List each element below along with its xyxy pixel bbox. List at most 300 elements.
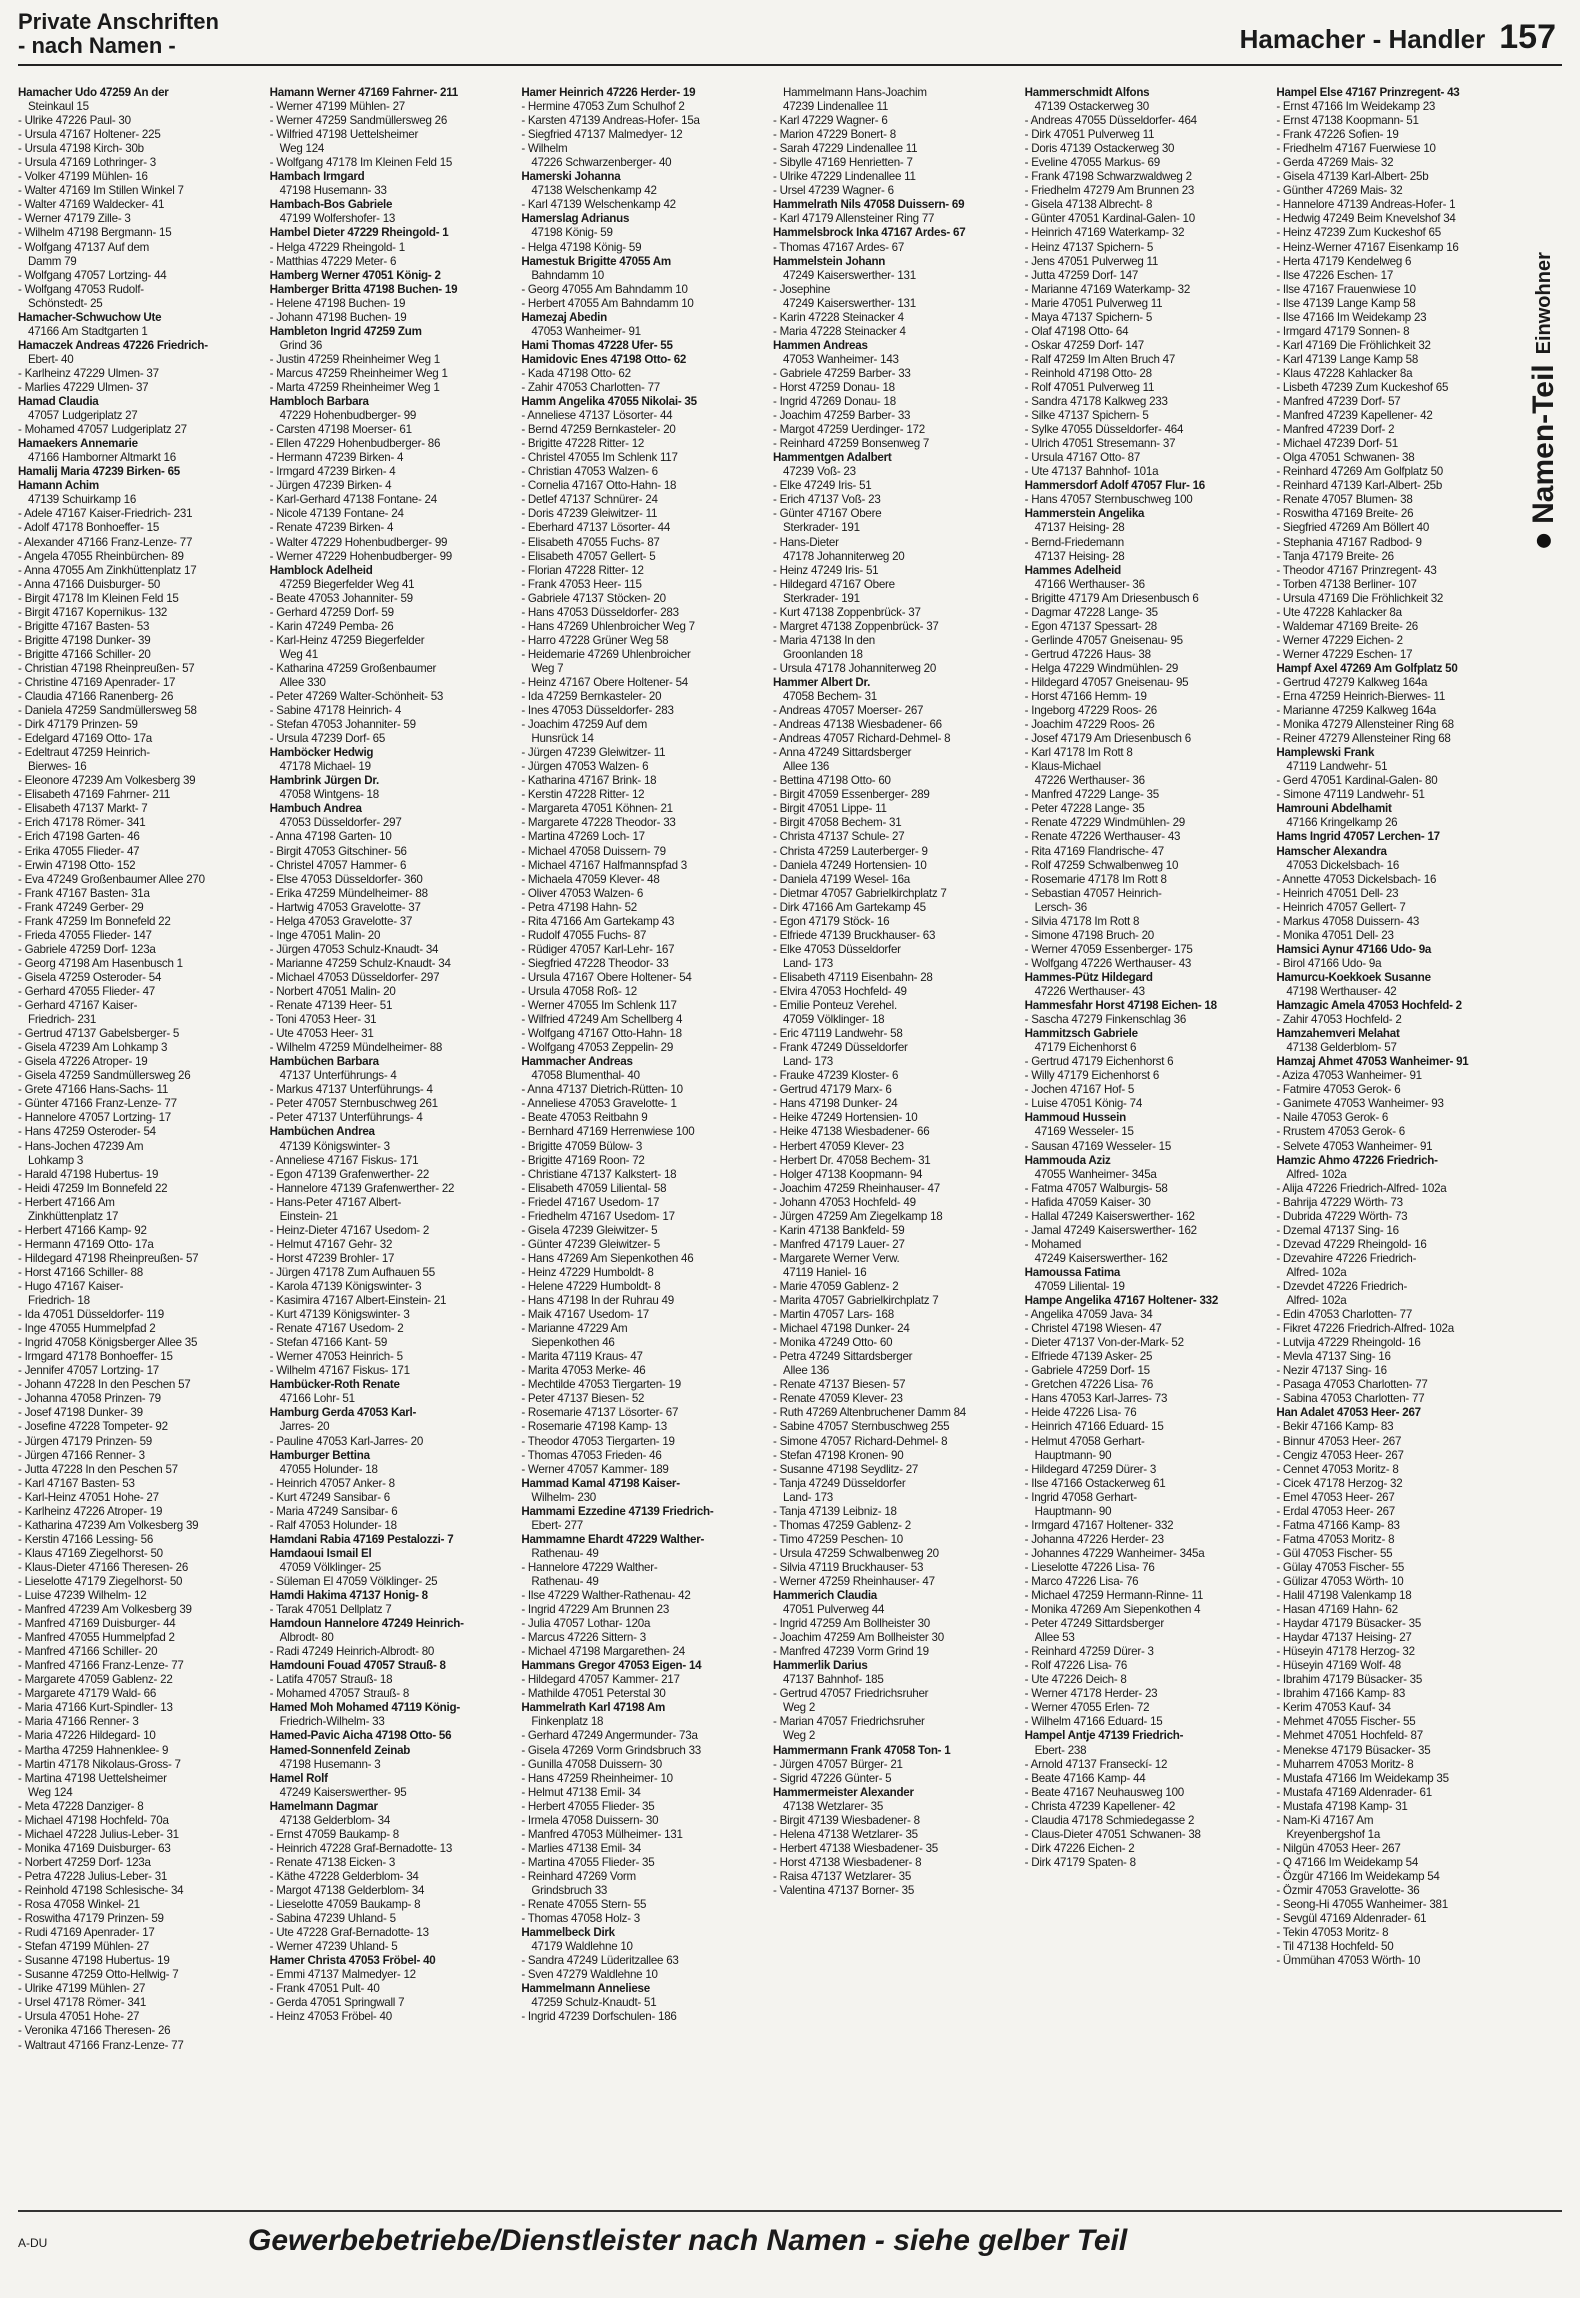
- directory-entry: - Ellen 47229 Hohenbudberger- 86: [269, 437, 441, 451]
- directory-entry: - Karl 47139 Welschenkamp 42: [521, 198, 676, 212]
- listing-column-4: [773, 86, 1015, 2196]
- directory-entry: Hamdi Hakima 47137 Honig- 8: [269, 1589, 428, 1603]
- directory-entry: - Erika 47055 Flieder- 47: [18, 844, 140, 858]
- directory-entry: - Meta 47228 Danziger- 8: [18, 1799, 144, 1813]
- directory-entry: - Werner 47259 Sandmüllersweg 26: [269, 114, 448, 128]
- directory-entry: - Helene 47229 Humboldt- 8: [521, 1279, 661, 1293]
- directory-entry: 47058 Blumenthal- 40: [531, 1069, 640, 1083]
- directory-entry: - Elisabeth 47119 Eisenbahn- 28: [773, 970, 933, 984]
- directory-entry: - Gisela 47269 Vorm Grindsbruch 33: [521, 1743, 701, 1757]
- directory-entry: - Heinrich 47228 Graf-Bernadotte- 13: [269, 1841, 453, 1855]
- directory-entry: - Gisela 47226 Atroper- 19: [18, 1055, 148, 1069]
- directory-entry: - Gerhard 47259 Dorf- 59: [269, 605, 394, 619]
- directory-entry: 47138 Welschenkamp 42: [531, 184, 657, 198]
- directory-entry: - Waldemar 47169 Breite- 26: [1276, 619, 1419, 633]
- directory-entry: Ebert- 40: [28, 352, 74, 366]
- directory-entry: - Friedel 47167 Usedom- 17: [521, 1195, 660, 1209]
- directory-entry: - Wilhelm 47198 Bergmann- 15: [18, 226, 172, 240]
- directory-entry: Hammamne Ehardt 47229 Walther-: [521, 1532, 705, 1546]
- directory-entry: - Ingrid 47269 Donau- 18: [773, 395, 896, 409]
- directory-entry: - Jennifer 47057 Lortzing- 17: [18, 1364, 159, 1378]
- directory-entry: - Gabriele 47259 Barber- 33: [773, 366, 911, 380]
- directory-entry: Hammelmann Hans-Joachim: [783, 86, 927, 99]
- directory-entry: - Inge 47055 Hummelpfad 2: [18, 1322, 156, 1336]
- directory-entry: - Anneliese 47053 Gravelotte- 1: [521, 1097, 677, 1111]
- section-title: [18, 10, 219, 58]
- directory-entry: - Renate 47059 Klever- 23: [773, 1392, 903, 1406]
- directory-entry: Hammes-Pütz Hildegard: [1024, 970, 1153, 984]
- directory-entry: Hammitzsch Gabriele: [1024, 1027, 1138, 1041]
- directory-entry: - Ursel 47239 Wagner- 6: [773, 184, 894, 198]
- directory-entry: - Susanne 47259 Otto-Hellwig- 7: [18, 1968, 179, 1982]
- directory-entry: 47178 Johanniterweg 20: [783, 549, 905, 563]
- directory-entry: - Friedhelm 47167 Usedom- 17: [521, 1209, 675, 1223]
- directory-entry: - Ursula 47259 Schwalbenweg 20: [773, 1546, 939, 1560]
- directory-entry: Hambücker-Roth Renate: [269, 1378, 400, 1392]
- directory-entry: - Monika 47269 Am Siepenkothen 4: [1024, 1603, 1201, 1617]
- directory-entry: Hamann Achim: [18, 479, 99, 493]
- directory-entry: - Hannelore 47139 Grafenwerther- 22: [269, 1181, 455, 1195]
- directory-entry: - Rudolf 47055 Fuchs- 87: [521, 928, 647, 942]
- directory-entry: Hamsici Aynur 47166 Udo- 9a: [1276, 942, 1432, 956]
- directory-entry: 47138 Gelderblom- 57: [1286, 1041, 1397, 1055]
- directory-entry: - Dirk 47226 Eichen- 2: [1024, 1841, 1135, 1855]
- directory-entry: - Werner 47229 Eichen- 2: [1276, 633, 1403, 647]
- directory-entry: Rathenau- 49: [531, 1574, 599, 1588]
- directory-entry: - Ulrike 47229 Lindenallee 11: [773, 170, 916, 184]
- directory-entry: Hamezaj Abedin: [521, 310, 607, 324]
- directory-entry: - Silke 47137 Spichern- 5: [1024, 409, 1149, 423]
- directory-entry: Sterkrader- 191: [783, 591, 860, 605]
- directory-entry: - Josephine: [773, 282, 831, 296]
- directory-entry: - Gerda 47269 Mais- 32: [1276, 156, 1394, 170]
- directory-entry: - Maria 47226 Hildegard- 10: [18, 1729, 156, 1743]
- directory-entry: - Hans 47259 Rheinheimer- 10: [521, 1771, 673, 1785]
- directory-entry: - Harald 47198 Hubertus- 19: [18, 1167, 159, 1181]
- directory-entry: - Ilse 47167 Frauenwiese 10: [1276, 282, 1416, 296]
- directory-entry: - Emel 47053 Heer- 267: [1276, 1490, 1395, 1504]
- directory-entry: 47166 Kringelkamp 26: [1286, 816, 1398, 830]
- directory-entry: - Erdal 47053 Heer- 267: [1276, 1504, 1395, 1518]
- directory-entry: Hammerschmidt Alfons: [1024, 86, 1150, 99]
- directory-entry: - Jürgen 47053 Walzen- 6: [521, 760, 649, 774]
- directory-entry: Allee 136: [783, 760, 830, 774]
- directory-entry: - Werner 47055 Erlen- 72: [1024, 1701, 1150, 1715]
- directory-entry: Hammermeister Alexander: [773, 1785, 914, 1799]
- section-title-line2: - nach Namen -: [18, 33, 176, 58]
- footer-notice: Gewerbebetriebe/Dienstleister nach Namen - siehe gelber Teil: [248, 2224, 1128, 2257]
- directory-entry: - Petra 47249 Sittardsberger: [773, 1350, 913, 1364]
- side-tab-subtitle: Einwohner: [1532, 252, 1555, 355]
- directory-entry: 47199 Wolfershofer- 13: [279, 212, 396, 226]
- directory-entry: - Gerd 47051 Kardinal-Galen- 80: [1276, 774, 1438, 788]
- directory-entry: - Hüseyin 47169 Wolf- 48: [1276, 1659, 1401, 1673]
- directory-entry: - Irmgard 47167 Holtener- 332: [1024, 1518, 1174, 1532]
- directory-entry: - Daniela 47199 Wesel- 16a: [773, 872, 911, 886]
- directory-entry: - Jutta 47259 Dorf- 147: [1024, 268, 1139, 282]
- directory-entry: Grind 36: [279, 338, 323, 352]
- directory-entry: - Wolfgang 47057 Lortzing- 44: [18, 268, 167, 282]
- directory-entry: - Roswitha 47179 Prinzen- 59: [18, 1912, 164, 1926]
- directory-entry: - Ingrid 47259 Am Bollheister 30: [773, 1617, 930, 1631]
- directory-entry: 47051 Pulverweg 44: [783, 1603, 885, 1617]
- directory-entry: - Ingeborg 47229 Roos- 26: [1024, 704, 1157, 718]
- directory-entry: - Hans 47198 In der Ruhrau 49: [521, 1294, 674, 1308]
- directory-entry: - Gerhard 47249 Angermunder- 73a: [521, 1729, 698, 1743]
- directory-entry: - Hugo 47167 Kaiser-: [18, 1279, 124, 1293]
- directory-entry: - Frank 47167 Basten- 31a: [18, 886, 150, 900]
- directory-entry: - Andreas 47057 Moerser- 267: [773, 704, 924, 718]
- directory-entry: - Anna 47137 Dietrich-Rütten- 10: [521, 1083, 683, 1097]
- directory-entry: - Erich 47198 Garten- 46: [18, 830, 140, 844]
- directory-entry: - Marta 47259 Rheinheimer Weg 1: [269, 380, 440, 394]
- directory-entry: 47055 Holunder- 18: [279, 1462, 378, 1476]
- directory-entry: - Ursula 47167 Otto- 87: [1024, 451, 1141, 465]
- directory-entry: - Toni 47053 Heer- 31: [269, 1013, 377, 1027]
- directory-entry: - Mohamed 47057 Strauß- 8: [269, 1687, 410, 1701]
- directory-entry: Hamed-Sonnenfeld Zeinab: [269, 1743, 411, 1757]
- directory-entry: - Ingrid 47239 Dorfschulen- 186: [521, 2010, 677, 2024]
- directory-entry: - Jamal 47249 Kaiserswerther- 162: [1024, 1223, 1197, 1237]
- listing-column-6: [1276, 86, 1518, 2196]
- directory-entry: - Margot 47138 Gelderblom- 34: [269, 1884, 425, 1897]
- page-number: 157: [1499, 18, 1556, 56]
- directory-entry: - Maik 47167 Usedom- 17: [521, 1308, 649, 1322]
- directory-entry: - Tekin 47053 Moritz- 8: [1276, 1926, 1389, 1940]
- directory-entry: - Anna 47166 Duisburger- 50: [18, 577, 161, 591]
- directory-entry: 47059 Völklinger- 25: [279, 1560, 382, 1574]
- directory-entry: - Sabine 47178 Heinrich- 4: [269, 704, 402, 718]
- directory-entry: - Alija 47226 Friedrich-Alfred- 102a: [1276, 1181, 1447, 1195]
- directory-entry: - Marita 47119 Kraus- 47: [521, 1350, 643, 1364]
- listing-column-3: [521, 86, 763, 2196]
- directory-entry: - Volker 47199 Mühlen- 16: [18, 170, 148, 184]
- directory-entry: Hamerski Johanna: [521, 170, 621, 184]
- directory-entry: - Günter 47166 Franz-Lenze- 77: [18, 1097, 177, 1111]
- directory-entry: Hamzic Ahmo 47226 Friedrich-: [1276, 1153, 1438, 1167]
- directory-entry: - Heike 47249 Hortensien- 10: [773, 1111, 918, 1125]
- directory-entry: 47137 Unterführungs- 4: [279, 1069, 397, 1083]
- directory-entry: Hamscher Alexandra: [1276, 844, 1387, 858]
- directory-entry: - Maria 47166 Renner- 3: [18, 1715, 139, 1729]
- directory-entry: - Käthe 47228 Gelderblom- 34: [269, 1869, 419, 1883]
- directory-entry: - Christel 47057 Hammer- 6: [269, 858, 407, 872]
- directory-entry: - Elisabeth 47169 Fahrner- 211: [18, 788, 171, 802]
- directory-entry: Hammelbeck Dirk: [521, 1926, 615, 1940]
- directory-entry: - Hildegard 47057 Kammer- 217: [521, 1673, 680, 1687]
- directory-entry: Han Adalet 47053 Heer- 267: [1276, 1406, 1421, 1420]
- directory-entry: - Stefan 47053 Johanniter- 59: [269, 718, 416, 732]
- directory-entry: Bahndamm 10: [531, 268, 604, 282]
- directory-entry: - Renate 47239 Birken- 4: [269, 521, 394, 535]
- directory-entry: - Eva 47249 Großenbaumer Allee 270: [18, 872, 205, 886]
- directory-entry: - Silvia 47119 Bruckhauser- 53: [773, 1560, 924, 1574]
- directory-entry: - Selvete 47053 Wanheimer- 91: [1276, 1139, 1433, 1153]
- directory-entry: - Ulrike 47199 Mühlen- 27: [18, 1982, 146, 1996]
- directory-entry: - Reinhard 47269 Am Golfplatz 50: [1276, 465, 1443, 479]
- directory-entry: - Wolfgang 47178 Im Kleinen Feld 15: [269, 156, 453, 170]
- directory-entry: - Werner 47179 Zille- 3: [18, 212, 131, 226]
- directory-entry: - Marlies 47229 Ulmen- 37: [18, 380, 149, 394]
- directory-entry: - Brigitte 47166 Schiller- 20: [18, 647, 151, 661]
- directory-entry: - Monika 47051 Dell- 23: [1276, 928, 1394, 942]
- directory-entry: Finkenplatz 18: [531, 1715, 604, 1729]
- directory-entry: - Marianne 47169 Waterkamp- 32: [1024, 282, 1191, 296]
- directory-entry: - Sabine 47057 Sternbuschweg 255: [773, 1420, 950, 1434]
- directory-entry: - Birgit 47178 Im Kleinen Feld 15: [18, 591, 179, 605]
- directory-entry: 47055 Wanheimer- 345a: [1034, 1167, 1157, 1181]
- directory-entry: Hammad Kamal 47198 Kaiser-: [521, 1476, 680, 1490]
- directory-entry: - Dirk 47166 Am Gartekamp 45: [773, 900, 926, 914]
- directory-entry: Hamdoun Hannelore 47249 Heinrich-: [269, 1617, 464, 1631]
- directory-entry: - Lieselotte 47179 Ziegelhorst- 50: [18, 1574, 183, 1588]
- directory-entry: - Gerlinde 47057 Gneisenau- 95: [1024, 633, 1183, 647]
- directory-entry: - Karsten 47139 Andreas-Hofer- 15a: [521, 114, 700, 128]
- directory-entry: - Elisabeth 47059 Liliental- 58: [521, 1181, 667, 1195]
- directory-entry: - Gerda 47051 Springwall 7: [269, 1996, 405, 2010]
- directory-entry: - Reinhard 47269 Vorm: [521, 1869, 636, 1883]
- directory-entry: - Maria 47228 Steinacker 4: [773, 324, 906, 338]
- directory-entry: 47053 Wanheimer- 91: [531, 324, 641, 338]
- directory-entry: Alfred- 102a: [1286, 1167, 1347, 1181]
- directory-entry: - Heinz-Werner 47167 Eisenkamp 16: [1276, 240, 1459, 254]
- directory-entry: - Ruth 47269 Altenbruchener Damm 84: [773, 1406, 966, 1420]
- directory-entry: Allee 53: [1034, 1631, 1075, 1645]
- directory-entry: 47053 Düsseldorfer- 297: [279, 816, 402, 830]
- directory-entry: - Marcus 47226 Sittern- 3: [521, 1631, 646, 1645]
- directory-entry: Hamad Claudia: [18, 395, 99, 409]
- directory-entry: Hammermann Frank 47058 Ton- 1: [773, 1743, 951, 1757]
- directory-entry: - Dzevahire 47226 Friedrich-: [1276, 1251, 1417, 1265]
- directory-entry: - Norbert 47259 Dorf- 123a: [18, 1855, 151, 1869]
- directory-entry: - Waltraut 47166 Franz-Lenze- 77: [18, 2038, 184, 2052]
- directory-entry: - Ute 47137 Bahnhof- 101a: [1024, 465, 1159, 479]
- directory-entry: - Wolfgang 47137 Auf dem: [18, 240, 150, 254]
- directory-entry: - Monika 47279 Allensteiner Ring 68: [1276, 718, 1454, 732]
- directory-entry: - Karin 47249 Pemba- 26: [269, 619, 394, 633]
- directory-entry: Hammesfahr Horst 47198 Eichen- 18: [1024, 999, 1217, 1013]
- directory-entry: - Gisela 47139 Karl-Albert- 25b: [1276, 170, 1429, 184]
- directory-entry: - Torben 47138 Berliner- 107: [1276, 577, 1417, 591]
- directory-entry: - Kerstin 47228 Ritter- 12: [521, 788, 645, 802]
- directory-entry: - Heinrich 47051 Dell- 23: [1276, 886, 1399, 900]
- directory-entry: - Manfred 47179 Lauer- 27: [773, 1237, 905, 1251]
- directory-entry: - Hans-Peter 47167 Albert-: [269, 1195, 402, 1209]
- directory-entry: - Sylke 47055 Düsseldorfer- 464: [1024, 423, 1184, 437]
- directory-entry: Hamidovic Enes 47198 Otto- 62: [521, 352, 687, 366]
- directory-entry: - Joachim 47259 Am Bollheister 30: [773, 1631, 944, 1645]
- directory-entry: - Jürgen 47179 Prinzen- 59: [18, 1434, 153, 1448]
- directory-entry: - Raisa 47137 Wetzlarer- 35: [773, 1869, 912, 1883]
- directory-entry: 47053 Dickelsbach- 16: [1286, 858, 1400, 872]
- directory-entry: - Birgit 47059 Essenberger- 289: [773, 788, 930, 802]
- directory-entry: - Werner 47055 Im Schlenk 117: [521, 999, 677, 1013]
- directory-entry: - Anna 47249 Sittardsberger: [773, 746, 912, 760]
- directory-entry: - Wilhelm 47167 Fiskus- 171: [269, 1364, 410, 1378]
- directory-entry: - Hedwig 47249 Beim Knevelshof 34: [1276, 212, 1456, 226]
- directory-entry: - Kasimira 47167 Albert-Einstein- 21: [269, 1294, 447, 1308]
- directory-entry: - Joachim 47259 Rheinhauser- 47: [773, 1181, 940, 1195]
- directory-entry: - Birgit 47167 Kopernikus- 132: [18, 605, 168, 619]
- directory-entry: - Heinz 47137 Spichern- 5: [1024, 240, 1154, 254]
- directory-entry: - Marcus 47259 Rheinheimer Weg 1: [269, 366, 448, 380]
- directory-entry: Hammerstein Angelika: [1024, 507, 1145, 521]
- directory-entry: - Sandra 47178 Kalkweg 233: [1024, 395, 1168, 409]
- directory-entry: - Kurt 47139 Königswinter- 3: [269, 1308, 410, 1322]
- directory-entry: - Alexander 47166 Franz-Lenze- 77: [18, 535, 193, 549]
- directory-entry: Siepenkothen 46: [531, 1336, 615, 1350]
- directory-entry: - Binnur 47053 Heer- 267: [1276, 1434, 1402, 1448]
- directory-entry: 47138 Gelderblom- 34: [279, 1813, 391, 1827]
- directory-entry: Hamplewski Frank: [1276, 746, 1375, 760]
- directory-entry: - Peter 47137 Biesen- 52: [521, 1392, 645, 1406]
- directory-entry: Hamelmann Dagmar: [269, 1799, 378, 1813]
- directory-entry: - Adolf 47178 Bonhoeffer- 15: [18, 521, 160, 535]
- directory-entry: Alfred- 102a: [1286, 1294, 1347, 1308]
- directory-entry: Rathenau- 49: [531, 1546, 599, 1560]
- directory-entry: - Tanja 47179 Breite- 26: [1276, 549, 1394, 563]
- directory-entry: - Reinhard 47259 Bonsenweg 7: [773, 437, 930, 451]
- directory-entry: 47139 Schuirkamp 16: [28, 493, 137, 507]
- directory-entry: - Inge 47051 Malin- 20: [269, 928, 381, 942]
- directory-entry: Hamzaj Ahmet 47053 Wanheimer- 91: [1276, 1055, 1469, 1069]
- directory-entry: - Dirk 47051 Pulverweg 11: [1024, 128, 1155, 142]
- directory-entry: - Manfred 47053 Mülheimer- 131: [521, 1827, 683, 1841]
- directory-entry: Allee 136: [783, 1364, 830, 1378]
- section-side-tab: [1522, 250, 1566, 550]
- directory-entry: Hammouda Aziz: [1024, 1153, 1111, 1167]
- directory-entry: Einstein- 21: [279, 1209, 338, 1223]
- directory-entry: - Egon 47179 Stöck- 16: [773, 914, 890, 928]
- directory-entry: - Anneliese 47137 Lösorter- 44: [521, 409, 673, 423]
- directory-entry: - Susanne 47198 Seydlitz- 27: [773, 1462, 919, 1476]
- directory-entry: 47229 Hohenbudberger- 99: [279, 409, 417, 423]
- directory-entry: - Helga 47229 Rheingold- 1: [269, 240, 405, 254]
- directory-entry: - Sausan 47169 Wesseler- 15: [1024, 1139, 1172, 1153]
- directory-entry: - Doris 47139 Ostackerweg 30: [1024, 142, 1175, 156]
- directory-entry: - Josef 47198 Dunker- 39: [18, 1406, 143, 1420]
- directory-entry: Hamel Rolf: [269, 1771, 328, 1785]
- directory-entry: Hammans Gregor 47053 Eigen- 14: [521, 1659, 702, 1673]
- directory-entry: - Stefan 47166 Kant- 59: [269, 1336, 388, 1350]
- directory-entry: - Süleman El 47059 Völklinger- 25: [269, 1574, 438, 1588]
- directory-entry: Hamböcker Hedwig: [269, 746, 374, 760]
- directory-entry: - Marianne 47259 Kalkweg 164a: [1276, 704, 1437, 718]
- directory-entry: - Christa 47259 Lauterberger- 9: [773, 844, 928, 858]
- directory-entry: - Walter 47169 Waldecker- 41: [18, 198, 165, 212]
- directory-entry: - Ursula 47051 Hohe- 27: [18, 2010, 140, 2024]
- directory-entry: - Ernst 47059 Baukamp- 8: [269, 1827, 399, 1841]
- directory-entry: - Mustafa 47166 Im Weidekamp 35: [1276, 1771, 1449, 1785]
- directory-entry: 47198 Husemann- 33: [279, 184, 387, 198]
- directory-entry: - Ute 47228 Graf-Bernadotte- 13: [269, 1926, 429, 1940]
- directory-entry: - Mustafa 47169 Aldenrader- 61: [1276, 1785, 1432, 1799]
- directory-entry: 47198 Husemann- 3: [279, 1757, 381, 1771]
- directory-entry: - Johanna 47058 Prinzen- 79: [18, 1392, 161, 1406]
- directory-entry: - Menekse 47179 Büsacker- 35: [1276, 1743, 1431, 1757]
- directory-entry: - Thomas 47259 Gablenz- 2: [773, 1518, 911, 1532]
- directory-entry: - Renate 47229 Windmühlen- 29: [1024, 816, 1185, 830]
- directory-entry: - Claus-Dieter 47051 Schwanen- 38: [1024, 1827, 1201, 1841]
- directory-entry: Hamann Werner 47169 Fahrner- 211: [269, 86, 458, 99]
- directory-entry: - Herbert 47138 Wiesbadener- 35: [773, 1841, 938, 1855]
- directory-entry: - Margarete 47059 Gablenz- 22: [18, 1673, 173, 1687]
- directory-entry: - Karl-Gerhard 47138 Fontane- 24: [269, 493, 437, 507]
- directory-entry: - Jürgen 47166 Renner- 3: [18, 1448, 145, 1462]
- directory-entry: - Josefine 47228 Tompeter- 92: [18, 1420, 168, 1434]
- directory-entry: - Walter 47169 Im Stillen Winkel 7: [18, 184, 184, 198]
- directory-entry: - Rosemarie 47137 Lösorter- 67: [521, 1406, 679, 1420]
- directory-entry: - Wolfgang 47053 Zeppelin- 29: [521, 1041, 674, 1055]
- directory-entry: - Karl 47169 Die Fröhlichkeit 32: [1276, 338, 1431, 352]
- directory-entry: 47249 Kaiserswerther- 131: [783, 296, 916, 310]
- directory-entry: - Manfred 47239 Am Volkesberg 39: [18, 1603, 192, 1617]
- directory-entry: Lohkamp 3: [28, 1153, 84, 1167]
- page-header: [18, 10, 1562, 66]
- directory-entry: - Peter 47269 Walter-Schönheit- 53: [269, 690, 444, 704]
- directory-entry: - Justin 47259 Rheinheimer Weg 1: [269, 352, 440, 366]
- directory-entry: - Heinz 47229 Humboldt- 8: [521, 1265, 654, 1279]
- directory-entry: - Stefan 47199 Mühlen- 27: [18, 1940, 150, 1954]
- directory-entry: - Michael 47198 Dunker- 24: [773, 1322, 910, 1336]
- directory-entry: - Ganimete 47053 Wanheimer- 93: [1276, 1097, 1444, 1111]
- directory-entry: - Herbert Dr. 47058 Bechem- 31: [773, 1153, 931, 1167]
- directory-entry: Hammelstein Johann: [773, 254, 886, 268]
- directory-entry: - Werner 47199 Mühlen- 27: [269, 100, 405, 114]
- directory-entry: - Naile 47053 Gerok- 6: [1276, 1111, 1389, 1125]
- directory-entry: - Georg 47055 Am Bahndamm 10: [521, 282, 688, 296]
- directory-entry: - Brigitte 47059 Bülow- 3: [521, 1139, 643, 1153]
- directory-entry: - Gisela 47259 Osteroder- 54: [18, 970, 162, 984]
- directory-entry: - Erich 47178 Römer- 341: [18, 816, 146, 830]
- directory-entry: - Theodor 47053 Tiergarten- 19: [521, 1434, 675, 1448]
- directory-entry: - Hildegard 47057 Gneisenau- 95: [1024, 675, 1189, 689]
- directory-entry: - Daniela 47249 Hortensien- 10: [773, 858, 927, 872]
- directory-entry: - Jürgen 47259 Am Ziegelkamp 18: [773, 1209, 943, 1223]
- directory-entry: Hambach-Bos Gabriele: [269, 198, 393, 212]
- section-title-line1: Private Anschriften: [18, 9, 219, 34]
- directory-entry: - Katharina 47239 Am Volkesberg 39: [18, 1518, 199, 1532]
- directory-entry: - Johanna 47226 Herder- 23: [1024, 1532, 1164, 1546]
- directory-entry: - Muharrem 47053 Moritz- 8: [1276, 1757, 1414, 1771]
- directory-entry: - Ernst 47138 Koopmann- 51: [1276, 114, 1419, 128]
- directory-entry: - Ursula 47169 Lothringer- 3: [18, 156, 157, 170]
- directory-entry: - Edin 47053 Charlotten- 77: [1276, 1308, 1413, 1322]
- directory-entry: Land- 173: [783, 1490, 833, 1504]
- directory-entry: - Bettina 47198 Otto- 60: [773, 774, 891, 788]
- directory-entry: - Ursula 47167 Holtener- 225: [18, 128, 161, 142]
- directory-entry: - Gülay 47053 Fischer- 55: [1276, 1560, 1405, 1574]
- directory-entry: 47239 Lindenallee 11: [783, 100, 889, 114]
- directory-entry: Weg 124: [28, 1785, 73, 1799]
- directory-entry: - Johann 47198 Buchen- 19: [269, 310, 407, 324]
- directory-entry: 47139 Ostackerweg 30: [1034, 100, 1149, 114]
- directory-entry: Hauptmann- 90: [1034, 1504, 1112, 1518]
- directory-entry: 47137 Heising- 28: [1034, 549, 1125, 563]
- directory-entry: - Jürgen 47239 Gleiwitzer- 11: [521, 746, 666, 760]
- directory-entry: Hammer Albert Dr.: [773, 675, 871, 689]
- directory-entry: - Birgit 47058 Bechem- 31: [773, 816, 902, 830]
- directory-entry: - Manfred 47166 Schiller- 20: [18, 1645, 158, 1659]
- directory-entry: - Fikret 47226 Friedrich-Alfred- 102a: [1276, 1322, 1454, 1336]
- directory-entry: - Michael 47053 Düsseldorfer- 297: [269, 970, 440, 984]
- directory-entry: - Wolfgang 47053 Rudolf-: [18, 282, 144, 296]
- directory-entry: - Dirk 47179 Prinzen- 59: [18, 718, 138, 732]
- directory-entry: - Renate 47226 Werthauser- 43: [1024, 830, 1181, 844]
- directory-entry: Hambuch Andrea: [269, 802, 362, 816]
- directory-entry: - Edeltraut 47259 Heinrich-: [18, 746, 150, 760]
- directory-entry: - Ursula 47198 Kirch- 30b: [18, 142, 144, 156]
